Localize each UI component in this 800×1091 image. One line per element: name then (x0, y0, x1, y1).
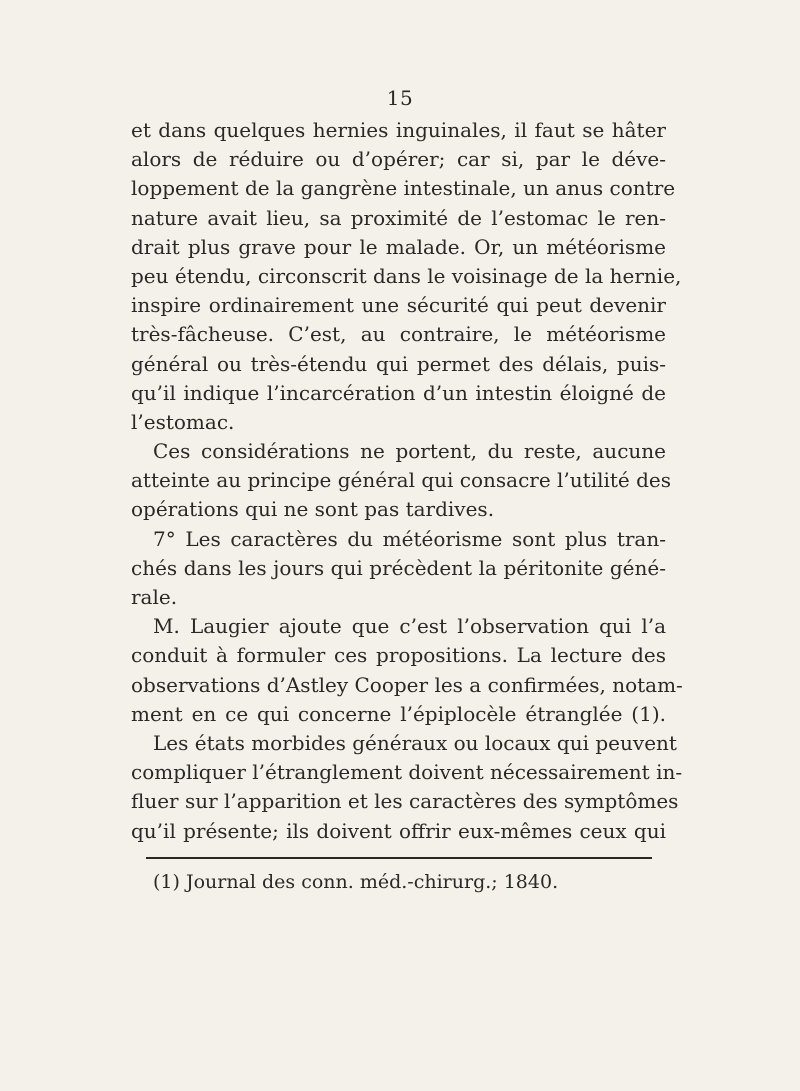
text-line: observations d’Astley Cooper les a confirmées, notam- (131, 672, 683, 697)
text-line: l’estomac. (131, 409, 235, 434)
text-line: M. Laugier ajoute que c’est l’observation qui l’a (153, 614, 666, 639)
text-line: inspire ordinairement une sécurité qui peut devenir (131, 293, 666, 318)
text-line: très-fâcheuse. C’est, au contraire, le météorisme (131, 322, 666, 347)
text-line: général ou très-étendu qui permet des délais, puis- (131, 351, 666, 376)
footnote: (1) Journal des conn. méd.-chirurg.; 1840. (153, 871, 559, 893)
text-line: qu’il indique l’incarcération d’un intestin éloigné de (131, 380, 666, 405)
text-line: ment en ce qui concerne l’épiplocèle étranglée (1). (131, 701, 666, 726)
text-line: Les états morbides généraux ou locaux qui peuvent (153, 730, 677, 755)
text-line: conduit à formuler ces propositions. La lecture des (131, 643, 666, 668)
text-line: et dans quelques hernies inguinales, il faut se hâter (131, 118, 666, 142)
text-line: drait plus grave pour le malade. Or, un météorisme (131, 234, 666, 259)
footnote-divider (146, 857, 652, 859)
text-line: atteinte au principe général qui consacre l’utilité des (131, 468, 672, 493)
text-line: opérations qui ne sont pas tardives. (131, 497, 495, 522)
text-line: loppement de la gangrène intestinale, un anus contre (131, 176, 676, 201)
text-line: alors de réduire ou d’opérer; car si, par le déve- (131, 147, 666, 172)
text-line: chés dans les jours qui précèdent la péritonite géné- (131, 555, 666, 580)
text-line: fluer sur l’apparition et les caractères des symptômes (131, 789, 679, 814)
text-line: rale. (131, 585, 178, 609)
text-line: 7° Les caractères du météorisme sont plus tran- (153, 526, 666, 551)
text-line: compliquer l’étranglement doivent nécessairement in- (131, 760, 683, 785)
body-text (131, 116, 683, 846)
text-line: peu étendu, circonscrit dans le voisinage de la hernie, (131, 263, 682, 288)
text-line: nature avait lieu, sa proximité de l’estomac le ren- (131, 205, 666, 230)
page-number: 15 (386, 86, 414, 110)
text-line: Ces considérations ne portent, du reste, aucune (153, 439, 666, 464)
text-line: qu’il présente; ils doivent offrir eux-mêmes ceux qui (131, 818, 666, 843)
